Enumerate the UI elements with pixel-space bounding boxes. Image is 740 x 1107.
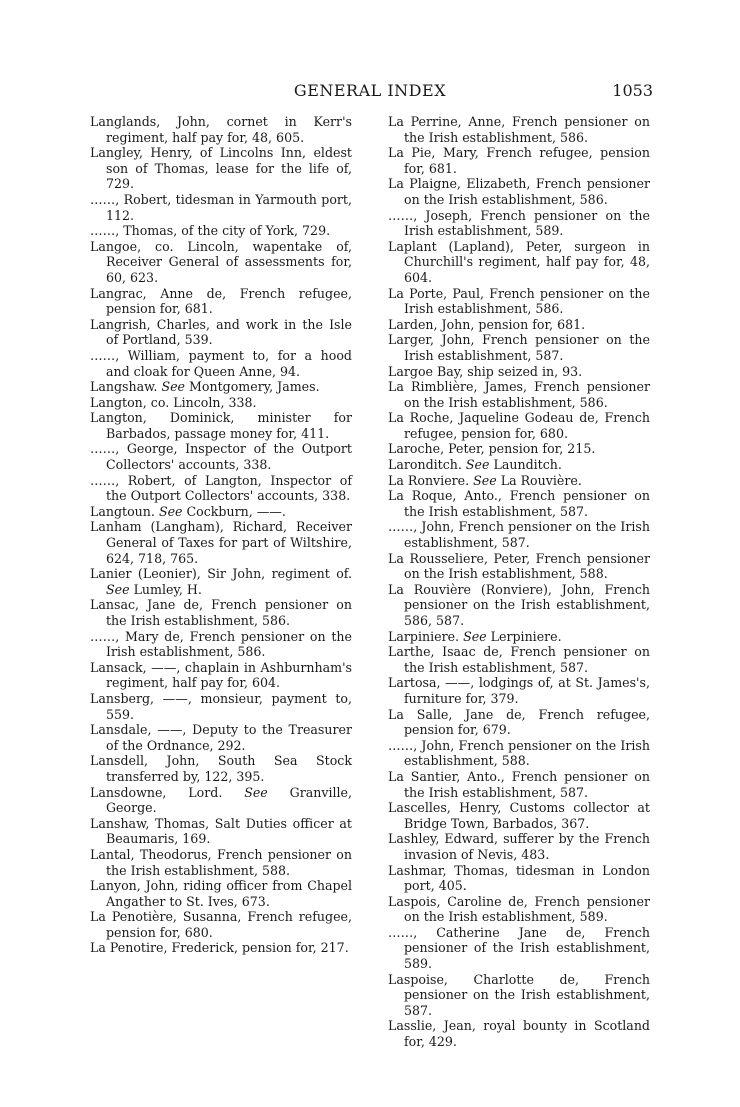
index-entry: Lantal, Theodorus, French pensioner on the Irish establishment, 588. — [90, 846, 352, 878]
index-entry: Lanshaw, Thomas, Salt Duties officer at Beaumaris, 169. — [90, 815, 352, 847]
index-entry: ……, Joseph, French pensioner on the Irish establishment, 589. — [388, 207, 650, 239]
index-entry: Lansdowne, Lord. See Granville, George. — [90, 784, 352, 816]
index-entry: La Roche, Jaqueline Godeau de, French refugee, pension for, 680. — [388, 410, 650, 441]
index-entry: Langrac, Anne de, French refugee, pension for, 681. — [90, 285, 352, 317]
index-entry: ……, William, payment to, for a hood and cloak for Queen Anne, 94. — [90, 347, 352, 379]
index-entry: ……, Robert, tidesman in Yarmouth port, 112. — [90, 191, 352, 223]
index-entry: Lascelles, Henry, Customs collector at Bridge Town, Barbados, 367. — [388, 800, 650, 831]
index-entry: La Salle, Jane de, French refugee, pension for, 679. — [388, 706, 650, 738]
index-entry: La Rousseliere, Peter, French pensioner on the Irish establishment, 588. — [388, 550, 650, 582]
index-entry: Lashmar, Thomas, tidesman in London port, 405. — [388, 862, 650, 894]
index-entry: Langton, co. Lincoln, 338. — [90, 394, 257, 410]
index-entry: La Plaigne, Elizabeth, French pensioner on the Irish establishment, 586. — [388, 176, 650, 207]
index-entry: Laroche, Peter, pension for, 215. — [388, 441, 596, 457]
index-entry: Lansack, ——, chaplain in Ashburnham's regiment, half pay for, 604. — [90, 659, 352, 691]
index-entry: Laspoise, Charlotte de, French pensioner on the Irish establishment, 587. — [388, 971, 650, 1018]
index-entry: Langrish, Charles, and work in the Isle of Portland, 539. — [90, 316, 352, 348]
index-entry: La Roque, Anto., French pensioner on the Irish establishment, 587. — [388, 488, 650, 519]
index-entry: Langlands, John, cornet in Kerr's regiment, half pay for, 48, 605. — [90, 114, 352, 145]
index-entry: Lanyon, John, riding officer from Chapel Angather to St. Ives, 673. — [90, 878, 352, 909]
index-entry: Lansdell, John, South Sea Stock transferred by, 122, 395. — [90, 753, 352, 784]
index-entry: Langshaw. See Montgomery, James. — [90, 379, 320, 395]
index-entry: ……, John, French pensioner on the Irish establishment, 587. — [388, 519, 650, 551]
running-header-title: GENERAL INDEX — [293, 81, 447, 100]
index-entry: Larden, John, pension for, 681. — [388, 316, 586, 332]
index-entry: Langoe, co. Lincoln, wapentake of, Receiver General of assessments for, 60, 623. — [90, 238, 352, 285]
index-entry: La Ronviere. See La Rouvière. — [388, 472, 582, 488]
index-entry: Largoe Bay, ship seized in, 93. — [388, 363, 583, 379]
index-entry: Lansberg, ——, monsieur, payment to, 559. — [90, 690, 352, 722]
index-entry: La Rimblière, James, French pensioner on the Irish establishment, 586. — [388, 379, 650, 410]
index-entry: La Santier, Anto., French pensioner on the Irish establishment, 587. — [388, 768, 650, 800]
index-entry: Larger, John, French pensioner on the Irish establishment, 587. — [388, 332, 650, 363]
index-entry: Larthe, Isaac de, French pensioner on the Irish establishment, 587. — [388, 644, 650, 675]
index-entry: Langton, Dominick, minister for Barbados, passage money for, 411. — [90, 410, 352, 441]
index-entry: ……, Robert, of Langton, Inspector of the Outport Collectors' accounts, 338. — [90, 472, 352, 504]
index-entry: La Rouvière (Ronviere), John, French pensioner on the Irish establishment, 586, 587. — [388, 581, 650, 628]
index-entry: Lasslie, Jean, royal bounty in Scotland for, 429. — [388, 1018, 650, 1050]
index-entry: Laplant (Lapland), Peter, surgeon in Churchill's regiment, half pay for, 48, 604. — [388, 238, 650, 285]
index-entry: ……, Thomas, of the city of York, 729. — [90, 223, 331, 239]
index-entry: Lansdale, ——, Deputy to the Treasurer of the Ordnance, 292. — [90, 722, 352, 753]
index-entry: La Penotière, Susanna, French refugee, pension for, 680. — [90, 909, 352, 940]
index-entry: ……, John, French pensioner on the Irish establishment, 588. — [388, 737, 650, 769]
index-entry: Lartosa, ——, lodgings of, at St. James's, furniture for, 379. — [388, 675, 650, 706]
index-entry: Lanier (Leonier), Sir John, regiment of. See Lumley, H. — [90, 566, 352, 597]
index-entry: Laspois, Caroline de, French pensioner on the Irish establishment, 589. — [388, 893, 650, 925]
index-entry: Lashley, Edward, sufferer by the French invasion of Nevis, 483. — [388, 831, 650, 862]
index-column-left — [90, 114, 352, 956]
index-entry: ……, Catherine Jane de, French pensioner of the Irish establishment, 589. — [388, 924, 650, 972]
index-entry: La Porte, Paul, French pensioner on the Irish establishment, 586. — [388, 285, 650, 317]
index-entry: Langley, Henry, of Lincolns Inn, eldest son of Thomas, lease for the life of, 729. — [90, 145, 352, 192]
index-entry: Langtoun. See Cockburn, ——. — [90, 503, 286, 519]
index-entry: Larpiniere. See Lerpiniere. — [388, 628, 562, 644]
page-number: 1053 — [612, 81, 653, 100]
index-entry: La Pie, Mary, French refugee, pension for, 681. — [388, 145, 650, 176]
index-entry: Lansac, Jane de, French pensioner on the Irish establishment, 586. — [90, 597, 352, 628]
index-entry: Lanham (Langham), Richard, Receiver General of Taxes for part of Wiltshire, 624, 718, 765. — [90, 519, 352, 566]
index-entry: La Penotire, Frederick, pension for, 217. — [90, 940, 349, 956]
index-entry: ……, George, Inspector of the Outport Collectors' accounts, 338. — [90, 441, 352, 473]
index-entry: Laronditch. See Launditch. — [388, 457, 562, 473]
index-column-right — [388, 114, 650, 1050]
index-entry: ……, Mary de, French pensioner on the Irish establishment, 586. — [90, 628, 352, 660]
index-entry: La Perrine, Anne, French pensioner on the Irish establishment, 586. — [388, 114, 650, 145]
